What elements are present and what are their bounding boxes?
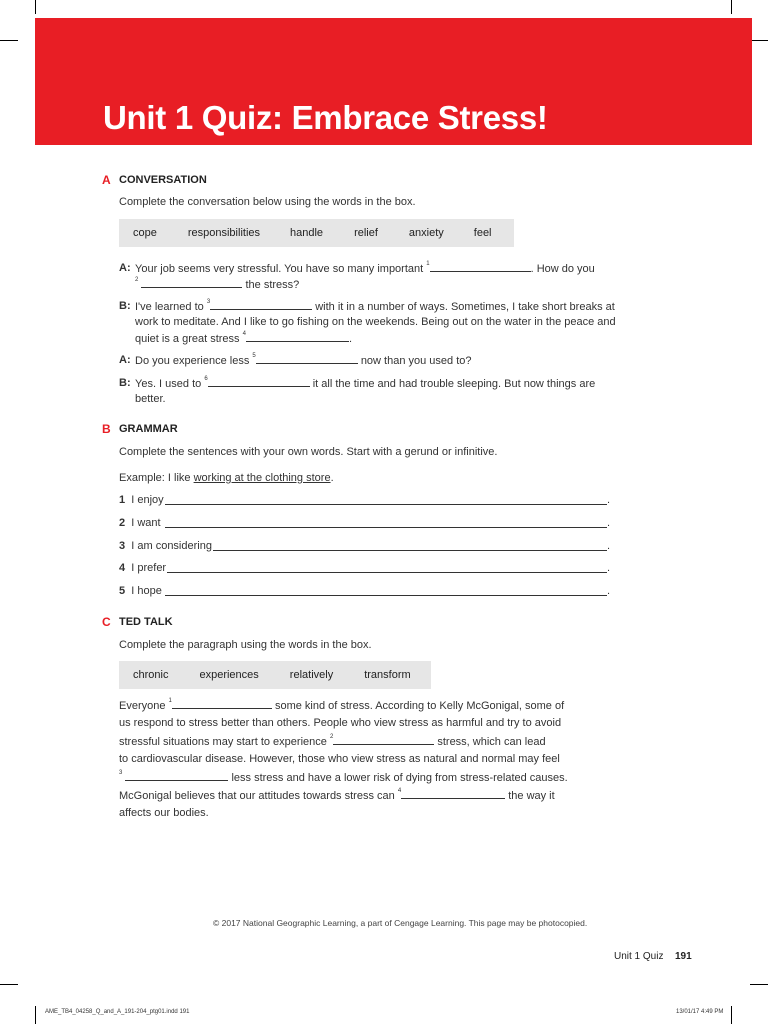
- grammar-item: [119, 538, 212, 554]
- section-c-title: TED TALK: [119, 616, 173, 628]
- blank-number: 1: [168, 698, 172, 704]
- conversation-line: [135, 330, 352, 347]
- answer-blank[interactable]: [401, 787, 505, 799]
- speaker-label: B:: [119, 300, 131, 312]
- line-text: the stress?: [245, 279, 300, 291]
- section-b-letter: B: [102, 422, 111, 436]
- item-text: I am considering: [131, 540, 212, 552]
- date-slug: 13/01/17 4:49 PM: [676, 1009, 724, 1015]
- answer-blank[interactable]: [333, 733, 434, 745]
- conversation-line: work to meditate. And I like to go fishing on the weekends. Being out on the water in the peace and: [135, 316, 616, 328]
- line-text: quiet is a great stress: [135, 333, 240, 345]
- blank-number: 1: [426, 261, 430, 267]
- blank-number: 2: [135, 277, 139, 283]
- answer-blank[interactable]: [430, 260, 531, 272]
- line-text: Yes. I used to: [135, 378, 202, 390]
- paragraph-line: to cardiovascular disease. However, those who view stress as natural and normal may feel: [119, 753, 560, 765]
- answer-blank[interactable]: [141, 276, 242, 288]
- line-text: Everyone: [119, 700, 166, 712]
- item-number: 5: [119, 585, 126, 597]
- answer-blank[interactable]: [172, 697, 272, 709]
- paragraph-line: us respond to stress better than others. People who view stress as harmful and try to avoid: [119, 717, 562, 729]
- speaker-label: B:: [119, 377, 131, 389]
- section-b-instruction: Complete the sentences with your own words. Start with a gerund or infinitive.: [119, 446, 498, 458]
- paragraph-line: [119, 733, 546, 750]
- line-text: Do you experience less: [135, 355, 250, 367]
- line-text: .: [348, 333, 353, 345]
- word-box-item: chronic: [133, 669, 169, 681]
- grammar-item: [119, 560, 166, 576]
- crop-mark: [750, 984, 768, 985]
- word-box-item: feel: [473, 227, 492, 239]
- speaker-label: A:: [119, 262, 131, 274]
- crop-mark: [0, 984, 18, 985]
- word-box-item: relatively: [289, 669, 334, 681]
- period: .: [607, 517, 611, 529]
- blank-number: 3: [119, 770, 123, 776]
- answer-blank[interactable]: [210, 298, 312, 310]
- blank-number: 2: [329, 734, 334, 740]
- section-a-title: CONVERSATION: [119, 174, 207, 186]
- page-number: 191: [675, 951, 692, 962]
- paragraph-line: [119, 697, 564, 714]
- answer-blank[interactable]: [208, 375, 310, 387]
- example-sentence: [119, 470, 334, 486]
- item-text: I want: [131, 517, 161, 529]
- item-text: I prefer: [131, 562, 167, 574]
- line-text: now than you used to?: [360, 355, 472, 367]
- crop-mark: [731, 1006, 732, 1024]
- crop-mark: [35, 1006, 36, 1024]
- line-text: McGonigal believes that our attitudes towards stress can: [119, 790, 395, 802]
- word-box-c: [119, 661, 431, 689]
- section-a-letter: A: [102, 173, 111, 187]
- period: .: [607, 540, 611, 552]
- line-text: I've learned to: [135, 301, 204, 313]
- paragraph-line: [119, 787, 555, 804]
- word-box-item: anxiety: [408, 227, 444, 239]
- answer-blank[interactable]: [125, 769, 228, 781]
- conversation-line: [135, 298, 615, 315]
- conversation-line: [135, 276, 299, 293]
- line-text: the way it: [508, 790, 555, 802]
- word-box-item: experiences: [199, 669, 259, 681]
- item-text: I enjoy: [131, 494, 164, 506]
- section-c-instruction: Complete the paragraph using the words in the box.: [119, 639, 372, 651]
- page-title: Unit 1 Quiz: Embrace Stress!: [103, 99, 548, 136]
- line-text: some kind of stress. According to Kelly McGonigal, some of: [274, 700, 565, 712]
- period: .: [607, 494, 611, 506]
- footer-unit-label: Unit 1 Quiz: [614, 951, 664, 962]
- line-text: it all the time and had trouble sleeping. But now things are: [312, 378, 596, 390]
- section-b-title: GRAMMAR: [119, 423, 178, 435]
- word-box-a: [119, 219, 514, 247]
- item-number: 4: [119, 562, 126, 574]
- paragraph-line: affects our bodies.: [119, 807, 209, 819]
- example-answer: working at the clothing store: [193, 472, 331, 484]
- file-slug: AME_TB4_04258_Q_and_A_191-204_ptg01.indd 191: [45, 1009, 190, 1015]
- item-number: 3: [119, 540, 126, 552]
- item-text: I hope: [131, 585, 162, 597]
- item-number: 1: [119, 494, 126, 506]
- grammar-item: [119, 583, 162, 599]
- grammar-item: [119, 515, 161, 531]
- line-text: Your job seems very stressful. You have so many important: [135, 263, 424, 275]
- example-prefix: Example: I like: [119, 472, 191, 484]
- paragraph-line: [119, 769, 568, 786]
- period: .: [607, 585, 611, 597]
- answer-line[interactable]: [165, 527, 607, 528]
- blank-number: 6: [204, 376, 208, 382]
- example-suffix: .: [330, 472, 334, 484]
- word-box-item: handle: [290, 227, 324, 239]
- line-text: stress, which can lead: [437, 736, 546, 748]
- crop-mark: [0, 40, 18, 41]
- line-text: with it in a number of ways. Sometimes, I take short breaks at: [315, 301, 615, 313]
- line-text: less stress and have a lower risk of dying from stress-related causes.: [231, 772, 568, 784]
- section-c-letter: C: [102, 615, 111, 629]
- word-box-item: cope: [133, 227, 157, 239]
- crop-mark: [750, 40, 768, 41]
- blank-number: 4: [242, 331, 246, 337]
- blank-number: 4: [397, 788, 402, 794]
- answer-blank[interactable]: [246, 330, 349, 342]
- word-box-item: transform: [364, 669, 411, 681]
- crop-mark: [35, 0, 36, 14]
- grammar-item: [119, 492, 164, 508]
- conversation-line: better.: [135, 393, 166, 405]
- title-banner: [35, 18, 752, 145]
- item-number: 2: [119, 517, 126, 529]
- crop-mark: [731, 0, 732, 14]
- answer-line[interactable]: [167, 572, 607, 573]
- answer-line[interactable]: [165, 595, 607, 596]
- answer-line[interactable]: [165, 504, 607, 505]
- answer-blank[interactable]: [256, 352, 358, 364]
- conversation-line: [135, 260, 595, 277]
- answer-line[interactable]: [213, 550, 607, 551]
- line-text: . How do you: [530, 263, 595, 275]
- blank-number: 3: [206, 299, 211, 305]
- copyright-notice: © 2017 National Geographic Learning, a part of Cengage Learning. This page may be photocopied.: [213, 918, 588, 928]
- period: .: [607, 562, 611, 574]
- blank-number: 5: [252, 353, 256, 359]
- line-text: stressful situations may start to experience: [119, 736, 327, 748]
- conversation-line: [135, 352, 472, 369]
- word-box-item: relief: [354, 227, 378, 239]
- conversation-line: [135, 375, 595, 392]
- word-box-item: responsibilities: [187, 227, 261, 239]
- speaker-label: A:: [119, 354, 131, 366]
- section-a-instruction: Complete the conversation below using the words in the box.: [119, 196, 416, 208]
